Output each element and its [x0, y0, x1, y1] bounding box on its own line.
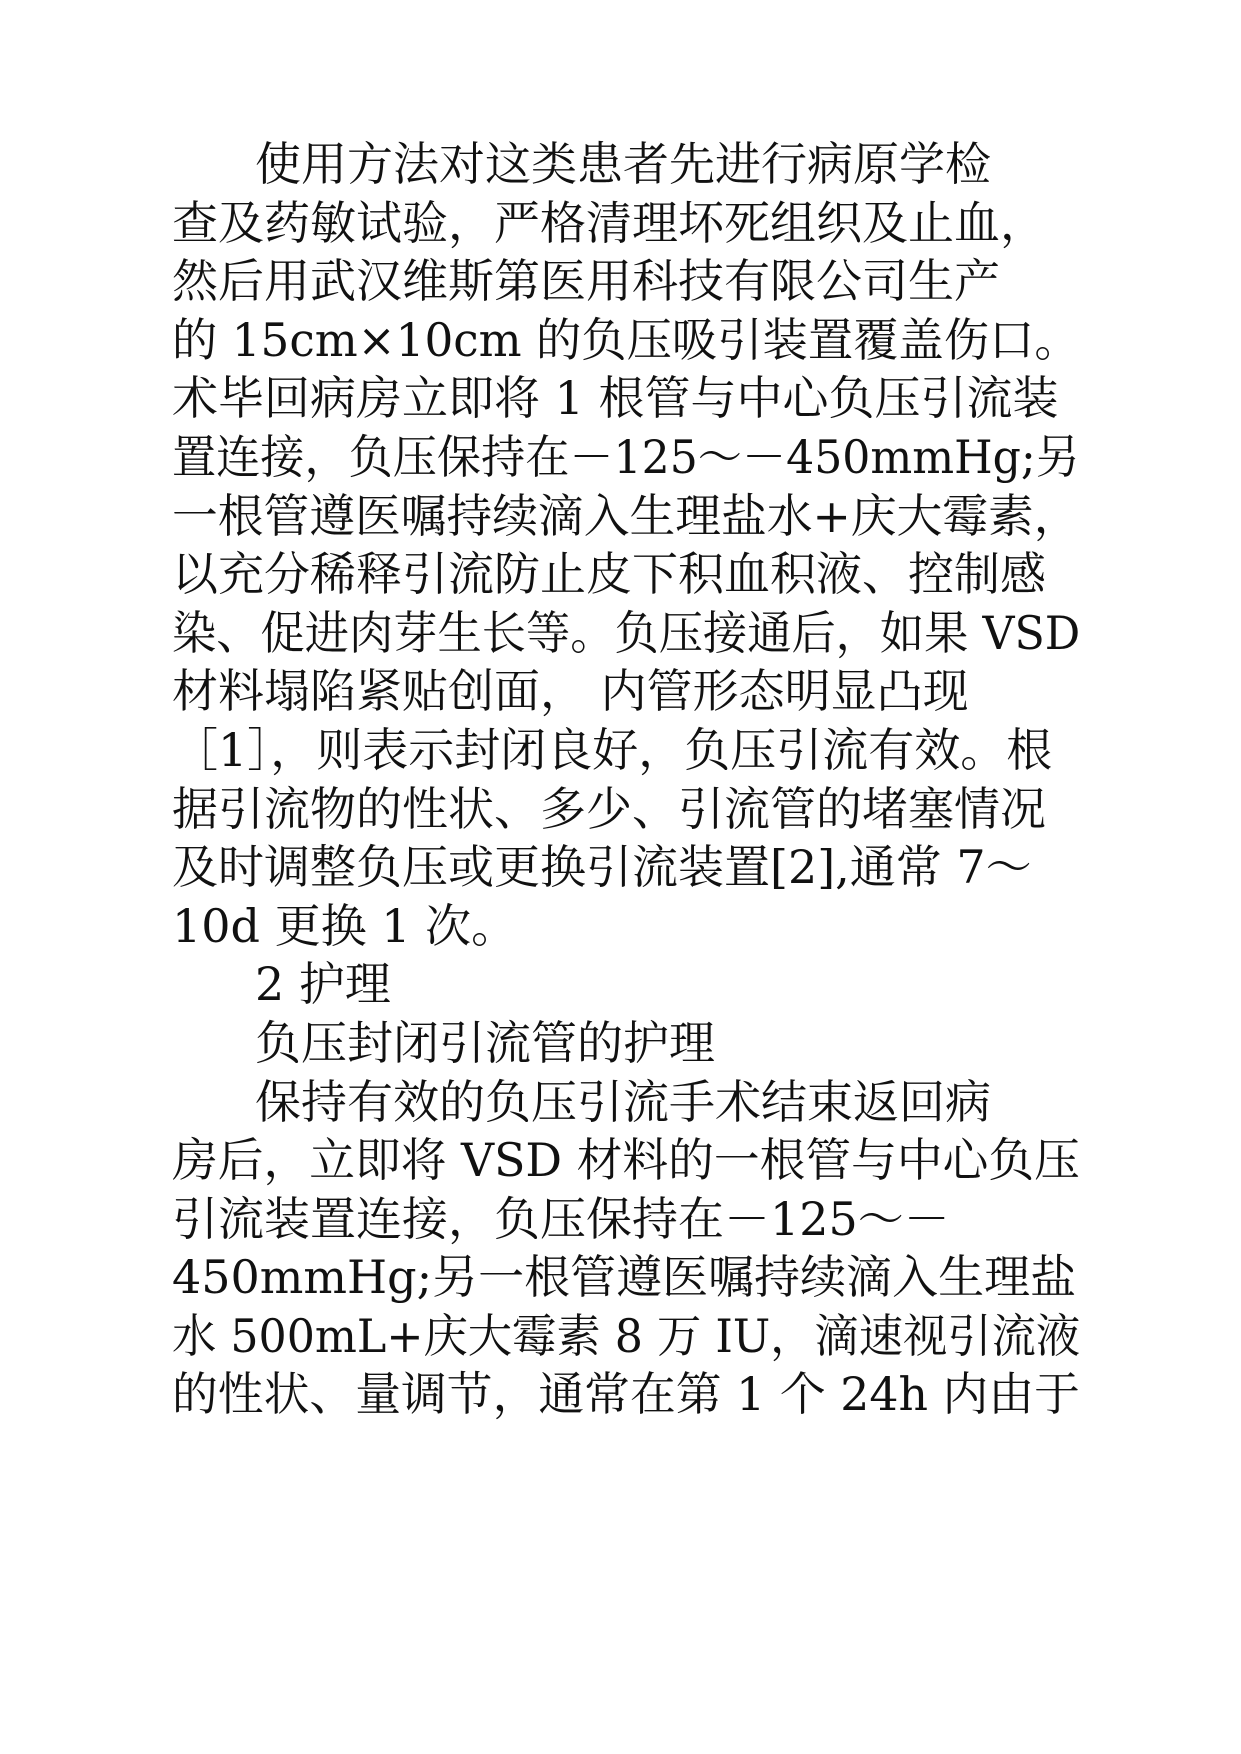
text-line: ［1］，则表示封闭良好，负压引流有效。根 [172, 722, 1053, 777]
section-heading: 2 护理 [255, 957, 391, 1012]
paragraph [172, 1073, 1080, 1425]
paragraph [172, 135, 1080, 955]
text-line: 查及药敏试验，严格清理坏死组织及止血， [172, 195, 1046, 250]
subsection-heading: 负压封闭引流管的护理 [255, 1015, 715, 1070]
text-line: 使用方法对这类患者先进行病原学检 [255, 137, 991, 191]
text-line: 术毕回病房立即将 1 根管与中心负压引流装 [172, 371, 1059, 426]
text-line: 房后，立即将 VSD 材料的一根管与中心负压 [172, 1133, 1080, 1188]
text-line: 保持有效的负压引流手术结束返回病 [255, 1074, 991, 1129]
text-line: 据引流物的性状、多少、引流管的堵塞情况 [172, 781, 1046, 836]
text-line: 以充分稀释引流防止皮下积血积液、控制感 [172, 547, 1046, 602]
text-line: 10d 更换 1 次。 [172, 898, 518, 953]
text-line: 然后用武汉维斯第医用科技有限公司生产 [172, 254, 1000, 309]
text-line: 的性状、量调节，通常在第 1 个 24h 内由于 [172, 1367, 1080, 1422]
text-line: 引流装置连接，负压保持在－125～－ [172, 1191, 950, 1246]
document-body [172, 135, 1080, 1424]
text-line: 置连接，负压保持在－125～－450mmHg;另 [172, 429, 1080, 484]
text-line: 材料塌陷紧贴创面， 内管形态明显凸现 [172, 664, 969, 719]
text-line: 一根管遵医嘱持续滴入生理盐水+庆大霉素， [172, 488, 1080, 543]
text-line: 水 500mL+庆大霉素 8 万 IU，滴速视引流液 [172, 1308, 1081, 1363]
text-line: 450mmHg;另一根管遵医嘱持续滴入生理盐 [172, 1250, 1077, 1305]
text-line: 及时调整负压或更换引流装置[2],通常 7～ [172, 840, 1032, 895]
text-line: 的 15cm×10cm 的负压吸引装置覆盖伤口。 [172, 312, 1080, 367]
text-line: 染、促进肉芽生长等。负压接通后，如果 VSD [172, 605, 1081, 660]
